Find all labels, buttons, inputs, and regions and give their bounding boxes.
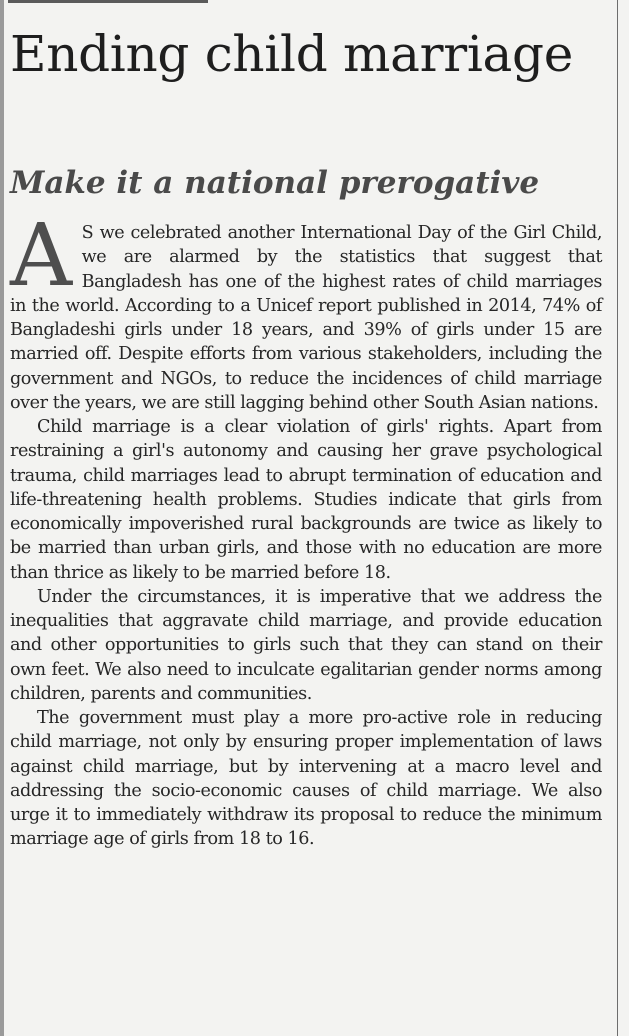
subheadline: Make it a national prerogative [10, 165, 540, 201]
paragraph-1-text: S we celebrated another International Day of the Girl Child, we are alarmed by the statistics that suggest that Bangladesh has one of the highest rates of child marriages in the world. According to a Unicef report published in 2014, 74% of Bangladeshi girls under 18 years, and 39% of girls under 15 are married off. Despite efforts from various stakeholders, including the government and NGOs, to reduce the incidences of child marriage over the years, we are still lagging behind other South Asian nations. [10, 223, 602, 413]
headline: Ending child marriage [10, 25, 574, 83]
right-column-rule [617, 0, 618, 1036]
paragraph-1 [10, 206, 602, 415]
drop-cap: A [10, 206, 72, 306]
paragraph-4: The government must play a more pro-active role in reducing child marriage, not only by ensuring proper implementation of laws against child marriage, but by intervening at a macro level and addressing the socio-economic causes of child marriage. We also urge it to immediately withdraw its proposal to reduce the minimum marriage age of girls from 18 to 16. [10, 708, 602, 850]
paragraph-3: Under the circumstances, it is imperative that we address the inequalities that aggravate child marriage, and provide education and other opportunities to girls such that they can stand on their own feet. We also need to inculcate egalitarian gender norms among children, parents and communities. [10, 586, 602, 704]
top-edge-rule [8, 0, 208, 3]
article-body [10, 206, 602, 852]
left-column-rule [0, 0, 4, 1036]
paragraph-2: Child marriage is a clear violation of girls' rights. Apart from restraining a girl's autonomy and causing her grave psychological trauma, child marriages lead to abrupt termination of education and life-threatening health problems. Studies indicate that girls from economically impoverished rural backgrounds are twice as likely to be married than urban girls, and those with no education are more than thrice as likely to be married before 18. [10, 417, 602, 583]
